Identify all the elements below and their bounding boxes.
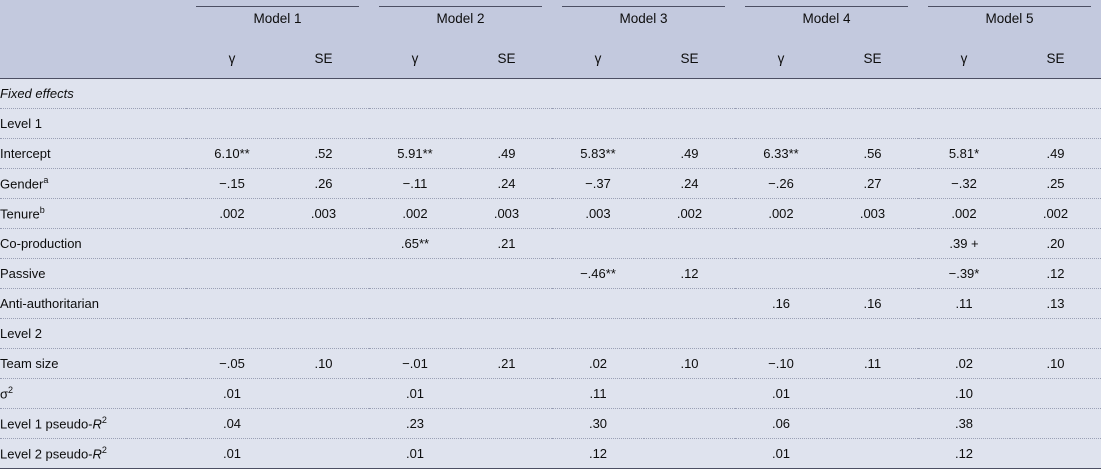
- table-cell: −.05: [186, 349, 278, 379]
- corner-blank-cell-2: [0, 38, 186, 79]
- table-cell: [369, 289, 461, 319]
- table-cell: .23: [369, 409, 461, 439]
- table-cell: [1010, 409, 1101, 439]
- sub-header-se: SE: [461, 38, 552, 79]
- table-cell: .12: [918, 439, 1010, 469]
- table-cell: [1010, 379, 1101, 409]
- column-group-label: Model 1: [253, 11, 302, 26]
- row-label-italic-part: R: [92, 416, 102, 432]
- table-cell: .01: [735, 439, 827, 469]
- table-cell: [918, 319, 1010, 349]
- table-cell: .27: [827, 169, 918, 199]
- table-cell: .04: [186, 409, 278, 439]
- sub-header-se: SE: [1010, 38, 1101, 79]
- table-row: [0, 319, 1101, 349]
- corner-blank-cell: [0, 0, 186, 38]
- table-cell: [644, 109, 735, 139]
- column-group-label: Model 5: [985, 11, 1034, 26]
- sub-header-se: SE: [827, 38, 918, 79]
- table-cell: [461, 289, 552, 319]
- table-cell: .11: [552, 379, 644, 409]
- sub-header-se: SE: [644, 38, 735, 79]
- group-rule: [196, 6, 359, 7]
- table-cell: [278, 259, 369, 289]
- table-cell: [186, 79, 278, 109]
- table-cell: [461, 109, 552, 139]
- column-group-model-3: [552, 0, 735, 38]
- column-group-label: Model 4: [802, 11, 851, 26]
- table-cell: 6.33**: [735, 139, 827, 169]
- table-cell: .01: [735, 379, 827, 409]
- table-cell: [1010, 79, 1101, 109]
- table-cell: [278, 289, 369, 319]
- row-label: Gender$^a$: [0, 169, 186, 199]
- table-cell: [461, 439, 552, 469]
- table-cell: [644, 79, 735, 109]
- row-label: Team size: [0, 349, 186, 379]
- table-cell: [827, 109, 918, 139]
- table-cell: −.32: [918, 169, 1010, 199]
- table-cell: [1010, 319, 1101, 349]
- table-cell: .01: [369, 439, 461, 469]
- table-cell: [827, 319, 918, 349]
- table-cell: .16: [827, 289, 918, 319]
- group-rule: [562, 6, 725, 7]
- table-cell: [827, 409, 918, 439]
- table-cell: .16: [735, 289, 827, 319]
- table-cell: [552, 109, 644, 139]
- row-label: Level 1: [0, 109, 186, 139]
- table-cell: [461, 259, 552, 289]
- table-cell: [827, 439, 918, 469]
- table-cell: [186, 109, 278, 139]
- table-cell: [278, 409, 369, 439]
- table-cell: [552, 229, 644, 259]
- table-cell: .002: [369, 199, 461, 229]
- table-cell: .20: [1010, 229, 1101, 259]
- row-label: Fixed effects: [0, 79, 186, 109]
- table-row: [0, 139, 1101, 169]
- sub-header-gamma: γ: [552, 38, 644, 79]
- row-label: Co-production: [0, 229, 186, 259]
- table-row: [0, 169, 1101, 199]
- table-row: [0, 289, 1101, 319]
- table-cell: .002: [918, 199, 1010, 229]
- table-cell: [369, 109, 461, 139]
- table-row: [0, 409, 1101, 439]
- table-cell: .52: [278, 139, 369, 169]
- table-cell: .01: [186, 379, 278, 409]
- table-header: [0, 0, 1101, 79]
- table-cell: .11: [918, 289, 1010, 319]
- table-cell: .30: [552, 409, 644, 439]
- table-cell: .49: [461, 139, 552, 169]
- table-cell: .49: [1010, 139, 1101, 169]
- row-label: Level 1 pseudo-$R^2$: [0, 409, 186, 439]
- table-cell: −.15: [186, 169, 278, 199]
- table-cell: .26: [278, 169, 369, 199]
- table-cell: [278, 109, 369, 139]
- row-label: Tenure$^b$: [0, 199, 186, 229]
- row-label: Level 2 pseudo-$R^2$: [0, 439, 186, 469]
- table-row: [0, 79, 1101, 109]
- table-cell: [735, 109, 827, 139]
- table-cell: −.46**: [552, 259, 644, 289]
- table-row: [0, 109, 1101, 139]
- table-cell: .11: [827, 349, 918, 379]
- table-cell: [278, 229, 369, 259]
- column-group-label: Model 2: [436, 11, 485, 26]
- table-cell: [827, 79, 918, 109]
- table-cell: [461, 409, 552, 439]
- table-cell: .49: [644, 139, 735, 169]
- row-label-superscript: b: [39, 205, 45, 216]
- column-group-model-1: [186, 0, 369, 38]
- table-cell: .003: [461, 199, 552, 229]
- row-label-superscript: 2: [101, 415, 107, 426]
- row-label: Passive: [0, 259, 186, 289]
- table-cell: [186, 259, 278, 289]
- table-cell: .01: [186, 439, 278, 469]
- row-label: Anti-authoritarian: [0, 289, 186, 319]
- column-group-model-4: [735, 0, 918, 38]
- table-cell: .13: [1010, 289, 1101, 319]
- statistic-header-row: [0, 38, 1101, 79]
- column-group-label: Model 3: [619, 11, 668, 26]
- table-cell: [644, 409, 735, 439]
- table-cell: [827, 379, 918, 409]
- table-cell: −.11: [369, 169, 461, 199]
- row-label-italic-part: R: [92, 446, 102, 462]
- table-row: [0, 439, 1101, 469]
- table-cell: [186, 319, 278, 349]
- group-rule: [379, 6, 542, 7]
- row-label: Level 2: [0, 319, 186, 349]
- table-cell: .12: [1010, 259, 1101, 289]
- table-body: [0, 79, 1101, 469]
- row-label: $\sigma^2$: [0, 379, 186, 409]
- table-cell: [278, 379, 369, 409]
- table-cell: [369, 259, 461, 289]
- table-cell: .002: [186, 199, 278, 229]
- table-cell: [644, 229, 735, 259]
- table-cell: −.26: [735, 169, 827, 199]
- table-cell: [735, 319, 827, 349]
- table-cell: [552, 79, 644, 109]
- table-cell: [918, 109, 1010, 139]
- table-cell: [918, 79, 1010, 109]
- table-cell: .12: [644, 259, 735, 289]
- column-group-model-5: [918, 0, 1101, 38]
- table-cell: .01: [369, 379, 461, 409]
- table-cell: [1010, 439, 1101, 469]
- table-cell: .02: [552, 349, 644, 379]
- table-row: [0, 379, 1101, 409]
- table-cell: .21: [461, 229, 552, 259]
- sub-header-gamma: γ: [735, 38, 827, 79]
- table-cell: [552, 289, 644, 319]
- table-cell: [461, 79, 552, 109]
- table-row: [0, 229, 1101, 259]
- sub-header-gamma: γ: [186, 38, 278, 79]
- table-cell: [1010, 109, 1101, 139]
- table-cell: [461, 379, 552, 409]
- table-cell: .65**: [369, 229, 461, 259]
- table-cell: −.39*: [918, 259, 1010, 289]
- table-cell: .003: [278, 199, 369, 229]
- table-cell: .002: [1010, 199, 1101, 229]
- model-group-header-row: [0, 0, 1101, 38]
- table-cell: .10: [918, 379, 1010, 409]
- table-cell: .10: [644, 349, 735, 379]
- table-cell: .25: [1010, 169, 1101, 199]
- table-cell: [278, 79, 369, 109]
- table-cell: .10: [278, 349, 369, 379]
- table-cell: [644, 319, 735, 349]
- group-rule: [928, 6, 1091, 7]
- table-cell: .56: [827, 139, 918, 169]
- table-cell: −.37: [552, 169, 644, 199]
- row-label-superscript: 2: [8, 385, 14, 396]
- table-cell: [552, 319, 644, 349]
- column-group-model-2: [369, 0, 552, 38]
- table-cell: [644, 289, 735, 319]
- sub-header-se: SE: [278, 38, 369, 79]
- table-cell: .12: [552, 439, 644, 469]
- table-cell: [186, 289, 278, 319]
- table-cell: [369, 79, 461, 109]
- table-cell: [461, 319, 552, 349]
- row-label: Intercept: [0, 139, 186, 169]
- table-cell: [186, 229, 278, 259]
- table-cell: .24: [644, 169, 735, 199]
- table-cell: −.01: [369, 349, 461, 379]
- table-cell: [369, 319, 461, 349]
- table-cell: .003: [827, 199, 918, 229]
- table-row: [0, 259, 1101, 289]
- row-label-superscript: a: [43, 175, 49, 186]
- table-cell: .002: [644, 199, 735, 229]
- table-cell: [735, 229, 827, 259]
- table-cell: [827, 229, 918, 259]
- table-cell: .39 +: [918, 229, 1010, 259]
- table-cell: [278, 439, 369, 469]
- table-cell: 5.81*: [918, 139, 1010, 169]
- table-cell: .003: [552, 199, 644, 229]
- table-cell: .10: [1010, 349, 1101, 379]
- table-cell: 6.10**: [186, 139, 278, 169]
- table-cell: [735, 79, 827, 109]
- table-cell: .02: [918, 349, 1010, 379]
- table-cell: [735, 259, 827, 289]
- table-cell: [644, 379, 735, 409]
- table-cell: [278, 319, 369, 349]
- table-cell: [827, 259, 918, 289]
- row-label-superscript: 2: [101, 445, 107, 456]
- table-cell: 5.83**: [552, 139, 644, 169]
- table-cell: [644, 439, 735, 469]
- group-rule: [745, 6, 908, 7]
- table-cell: .06: [735, 409, 827, 439]
- table-cell: .24: [461, 169, 552, 199]
- table-cell: −.10: [735, 349, 827, 379]
- table-cell: 5.91**: [369, 139, 461, 169]
- table-cell: .002: [735, 199, 827, 229]
- table-cell: .21: [461, 349, 552, 379]
- table-row: [0, 349, 1101, 379]
- table-row: [0, 199, 1101, 229]
- sub-header-gamma: γ: [369, 38, 461, 79]
- sub-header-gamma: γ: [918, 38, 1010, 79]
- table-cell: .38: [918, 409, 1010, 439]
